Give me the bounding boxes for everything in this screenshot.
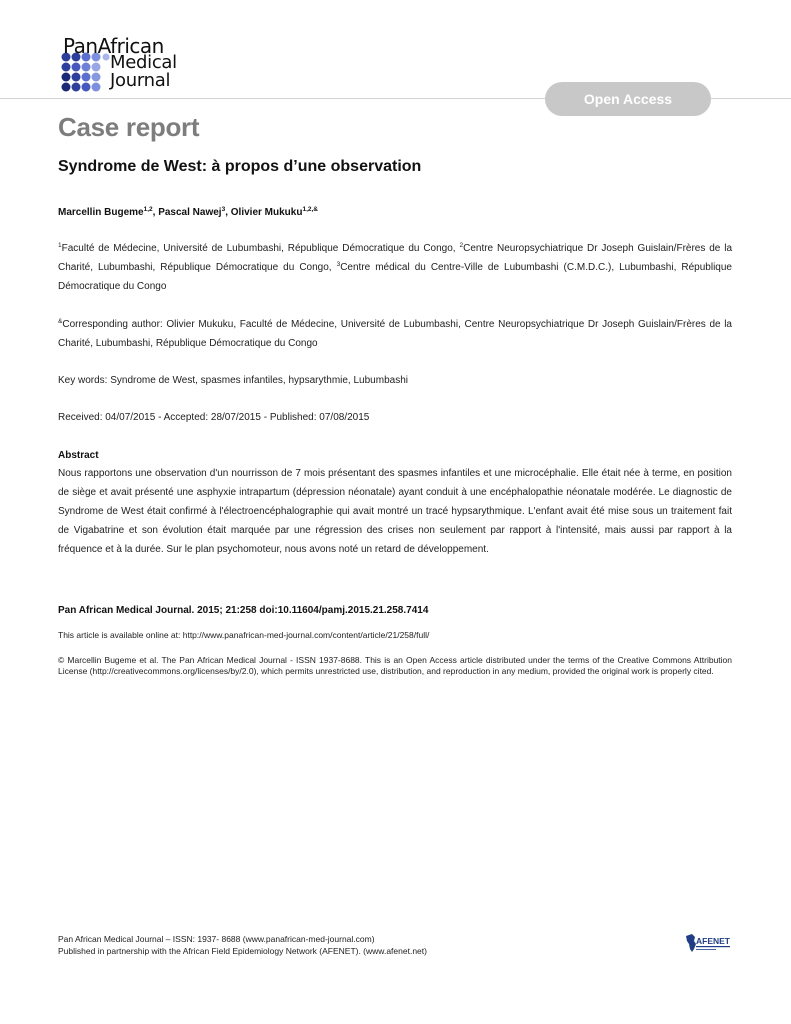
affiliation-text: Centre médical du Centre-Ville de Lubumbashi (C.M.D.C.), Lubumbashi, République Démocratique du Congo — [58, 262, 732, 292]
affiliations — [58, 239, 732, 296]
section-heading: Case report — [58, 112, 200, 142]
logo-text-panafrican: PanAfrican — [63, 34, 164, 58]
logo-text-medical: Medical — [110, 52, 177, 73]
abstract-heading: Abstract — [58, 450, 99, 461]
keywords: Key words: Syndrome de West, spasmes infantiles, hypsarythmie, Lubumbashi — [58, 375, 408, 386]
copyright-notice: © Marcellin Bugeme et al. The Pan African Medical Journal - ISSN 1937-8688. This is an Open Access article distributed under the terms of the Creative Commons Attribution License (http://creativecommons.org/licenses/by/2.0), which permits unrestricted use, distribution, and reproduction in any medium, provided the original work is properly cited. — [58, 655, 732, 676]
author-name[interactable]: Olivier Mukuku — [230, 207, 303, 218]
author-affiliation-sup: 1,2,& — [302, 206, 318, 213]
afenet-logo-icon[interactable] — [684, 932, 732, 954]
author-affiliation-sup: 1,2 — [143, 206, 153, 213]
afenet-logo-text: AFENET — [696, 936, 730, 946]
author-name[interactable]: Marcellin Bugeme — [58, 207, 144, 218]
corresponding-sup: & — [58, 318, 63, 325]
open-access-badge — [545, 82, 711, 116]
abstract-text: Nous rapportons une observation d'un nourrisson de 7 mois présentant des spasmes infantiles et une microcéphalie. Elle était née à terme, en position de siège et avait présenté une asphyxie intrapartum (dépression néonatale) ayant conduit à une encéphalopathie néonatale modérée. Le diagnostic de Syndrome de West était confirmé à l'électroencéphalographie qui avait montré un tracé hypsarythmique. L'enfant avait été mise sous un traitement fait de Vigabatrine et son évolution était marquée par une régression des crises non seulement par rapport à l'intensité, mais aussi par rapport à la fréquence et à la durée. Sur le plan psychomoteur, nous avons noté un retard de développement. — [58, 468, 732, 555]
author-affiliation-sup: 3 — [221, 206, 226, 213]
citation: Pan African Medical Journal. 2015; 21:258 doi:10.11604/pamj.2015.21.258.7414 — [58, 605, 429, 616]
logo-text-journal: Journal — [110, 70, 171, 91]
availability-link[interactable]: This article is available online at: http://www.panafrican-med-journal.com/content/article/21/258/full/ — [58, 630, 430, 640]
affiliation-sup: 1 — [58, 242, 62, 249]
author-name[interactable]: Pascal Nawej — [158, 207, 222, 218]
corresponding-text: Corresponding author: Olivier Mukuku, Faculté de Médecine, Université de Lubumbashi, Centre Neuropsychiatrique Dr Joseph Guislain/Frères de la Charité, Lubumbashi, République Démocratique du Congo — [58, 319, 732, 349]
open-access-label: Open Access — [583, 91, 673, 107]
publication-dates: Received: 04/07/2015 - Accepted: 28/07/2015 - Published: 07/08/2015 — [58, 412, 370, 423]
journal-logo[interactable] — [60, 34, 200, 96]
affiliation-text: Centre Neuropsychiatrique Dr Joseph Guislain/Frères de la Charité, Lubumbashi, République Démocratique du Congo, — [58, 243, 732, 273]
footer-issn-line[interactable]: Pan African Medical Journal – ISSN: 1937- 8688 (www.panafrican-med-journal.com) — [58, 934, 375, 944]
article-title: Syndrome de West: à propos d’une observation — [58, 158, 422, 175]
affiliation-sup: 3 — [336, 261, 341, 268]
corresponding-author — [58, 315, 732, 353]
logo-dots-icon — [60, 52, 110, 92]
author-list: Marcellin Bugeme$^{1,2}$, Pascal Nawej$^3$, Olivier Mukuku$^{1,2,\&}$ — [58, 206, 318, 218]
affiliation-sup: 2 — [459, 242, 464, 249]
page-footer — [58, 933, 427, 957]
affiliation-text: Faculté de Médecine, Université de Lubumbashi, République Démocratique du Congo, — [61, 243, 460, 254]
footer-partnership-line[interactable]: Published in partnership with the African Field Epidemiology Network (AFENET). (www.afenet.net) — [58, 946, 427, 956]
